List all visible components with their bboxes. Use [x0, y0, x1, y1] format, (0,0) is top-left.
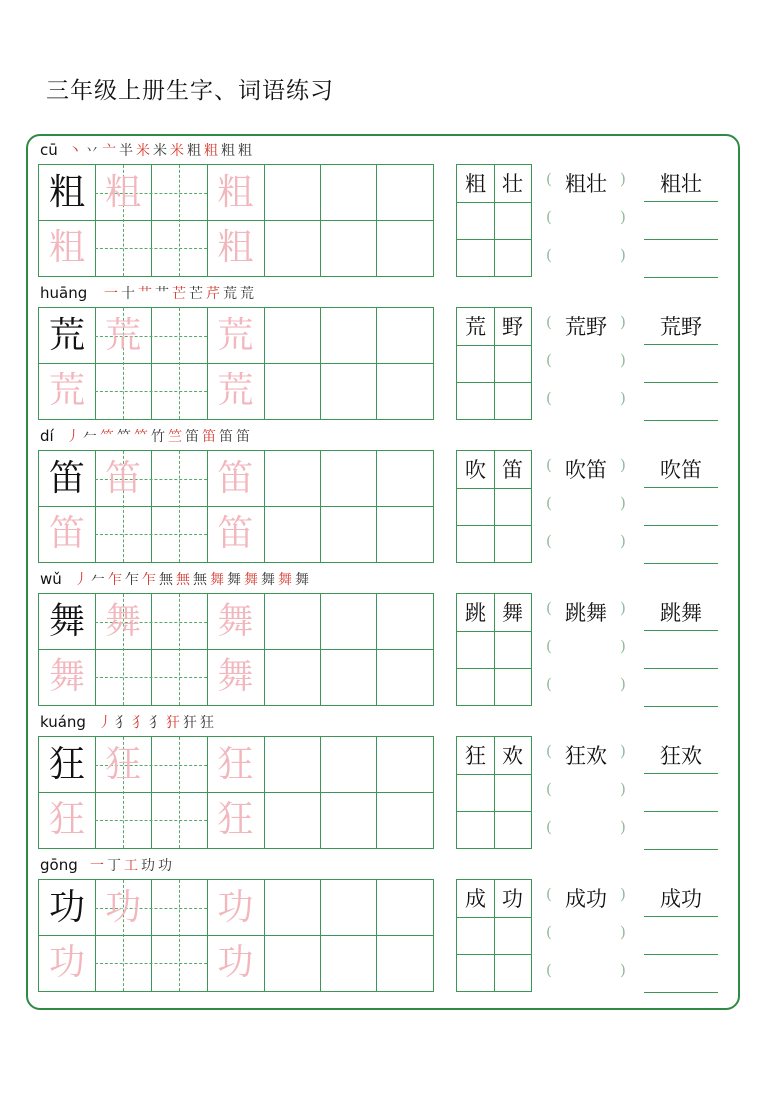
parenthesis-mark: ( [546, 494, 552, 512]
writing-line[interactable] [644, 706, 718, 707]
stroke-step: 舞 [227, 572, 244, 588]
word-character: 吹 [465, 458, 486, 482]
trace-character: 功 [217, 887, 254, 928]
parenthesis-word: 吹笛 [565, 458, 607, 482]
guide-line [95, 391, 207, 392]
grid-line [457, 811, 531, 812]
writing-line[interactable] [644, 811, 718, 812]
writing-line[interactable] [644, 382, 718, 383]
guide-line [95, 677, 207, 678]
stroke-step: 玏 [141, 858, 158, 874]
grid-line [457, 668, 531, 669]
parenthesis-mark: ( [546, 885, 552, 903]
parenthesis-mark: ) [620, 313, 626, 331]
pinyin-label: kuáng [40, 713, 86, 731]
char-section-1 [0, 138, 780, 280]
parenthesis-mark: ( [546, 313, 552, 331]
guide-line [179, 880, 180, 991]
trace-character: 笛 [48, 513, 85, 554]
stroke-order [90, 855, 175, 877]
underline-word: 跳舞 [660, 601, 702, 625]
stroke-step: 舞 [261, 572, 278, 588]
pinyin-label: wǔ [40, 570, 62, 588]
model-character: 舞 [48, 601, 85, 642]
word-grid [456, 164, 532, 277]
parenthesis-mark: ( [546, 351, 552, 369]
practice-grid [38, 450, 434, 563]
parenthesis-mark: ) [620, 818, 626, 836]
parenthesis-mark: ( [546, 780, 552, 798]
stroke-step: 乍 [108, 572, 125, 588]
word-character: 笛 [502, 458, 523, 482]
writing-line[interactable] [644, 992, 718, 993]
parenthesis-mark: ) [620, 494, 626, 512]
stroke-step: 荒 [240, 286, 257, 302]
parenthesis-mark: ( [546, 742, 552, 760]
underline-word: 荒野 [660, 315, 702, 339]
model-character: 笛 [48, 458, 85, 499]
parenthesis-mark: ( [546, 389, 552, 407]
parenthesis-mark: ) [620, 961, 626, 979]
writing-line[interactable] [644, 201, 718, 202]
trace-character: 荒 [217, 315, 254, 356]
parenthesis-mark: ) [620, 675, 626, 693]
parenthesis-mark: ) [620, 599, 626, 617]
parenthesis-mark: ( [546, 637, 552, 655]
trace-character: 狂 [48, 799, 85, 840]
stroke-step: 犴 [183, 715, 200, 731]
word-grid [456, 450, 532, 563]
stroke-step: 舞 [295, 572, 312, 588]
practice-grid [38, 736, 434, 849]
parenthesis-word: 荒野 [565, 315, 607, 339]
trace-character: 舞 [217, 656, 254, 697]
stroke-step: 芹 [206, 286, 223, 302]
stroke-step: 乍 [125, 572, 142, 588]
stroke-step: 舞 [244, 572, 261, 588]
stroke-order [66, 426, 253, 448]
parenthesis-mark: ) [620, 742, 626, 760]
stroke-step: 芒 [172, 286, 189, 302]
stroke-step: 舞 [210, 572, 227, 588]
stroke-step: 𥫗 [134, 429, 151, 445]
stroke-step: 犴 [166, 715, 183, 731]
pinyin-label: huāng [40, 284, 88, 302]
stroke-order [98, 712, 217, 734]
stroke-step: 芒 [189, 286, 206, 302]
word-character: 功 [502, 887, 523, 911]
parenthesis-mark: ( [546, 818, 552, 836]
parenthesis-word: 狂欢 [565, 744, 607, 768]
stroke-step: 粗 [238, 143, 255, 159]
writing-line[interactable] [644, 344, 718, 345]
practice-grid [38, 164, 434, 277]
stroke-order [104, 283, 257, 305]
underline-word: 吹笛 [660, 458, 702, 482]
stroke-step: 一 [104, 286, 121, 302]
trace-character: 狂 [105, 744, 142, 785]
stroke-step: 丿 [66, 429, 83, 445]
stroke-step: 粗 [187, 143, 204, 159]
stroke-step: 犭 [132, 715, 149, 731]
stroke-step: 丶 [68, 143, 85, 159]
stroke-step: 舞 [278, 572, 295, 588]
guide-line [179, 594, 180, 705]
guide-line [95, 963, 207, 964]
stroke-step: ⺮ [100, 429, 117, 445]
practice-grid [38, 593, 434, 706]
trace-character: 粗 [217, 172, 254, 213]
stroke-step: 一 [90, 858, 107, 874]
writing-line[interactable] [644, 487, 718, 488]
underline-word: 成功 [660, 887, 702, 911]
trace-character: 粗 [48, 227, 85, 268]
practice-grid [38, 879, 434, 992]
grid-line [457, 239, 531, 240]
word-character: 狂 [465, 744, 486, 768]
guide-line [179, 308, 180, 419]
model-character: 功 [48, 887, 85, 928]
practice-grid [38, 307, 434, 420]
word-grid [456, 879, 532, 992]
model-character: 粗 [48, 172, 85, 213]
parenthesis-mark: ) [620, 637, 626, 655]
parenthesis-mark: ) [620, 389, 626, 407]
word-character: 欢 [502, 744, 523, 768]
word-character: 野 [502, 315, 523, 339]
grid-line [457, 382, 531, 383]
parenthesis-mark: ) [620, 351, 626, 369]
stroke-step: 米 [153, 143, 170, 159]
stroke-step: 丿 [98, 715, 115, 731]
parenthesis-mark: ) [620, 780, 626, 798]
parenthesis-mark: ( [546, 532, 552, 550]
pinyin-label: dí [40, 427, 54, 445]
char-section-3 [0, 424, 780, 566]
trace-character: 粗 [105, 172, 142, 213]
stroke-step: 笛 [185, 429, 202, 445]
word-grid [456, 593, 532, 706]
parenthesis-mark: ( [546, 599, 552, 617]
word-character: 成 [465, 887, 486, 911]
writing-line[interactable] [644, 239, 718, 240]
writing-line[interactable] [644, 420, 718, 421]
trace-character: 功 [217, 942, 254, 983]
stroke-step: 狂 [200, 715, 217, 731]
writing-line[interactable] [644, 525, 718, 526]
stroke-step: 𥫗 [117, 429, 134, 445]
stroke-step: 丿 [74, 572, 91, 588]
stroke-step: 艹 [138, 286, 155, 302]
parenthesis-mark: ( [546, 456, 552, 474]
parenthesis-mark: ) [620, 170, 626, 188]
trace-character: 舞 [48, 656, 85, 697]
model-character: 狂 [48, 744, 85, 785]
guide-line [179, 737, 180, 848]
parenthesis-word: 跳舞 [565, 601, 607, 625]
pinyin-label: gōng [40, 856, 78, 874]
parenthesis-mark: ) [620, 208, 626, 226]
stroke-step: 艹 [155, 286, 172, 302]
writing-line[interactable] [644, 630, 718, 631]
writing-line[interactable] [644, 773, 718, 774]
trace-character: 笛 [105, 458, 142, 499]
stroke-step: 粗 [204, 143, 221, 159]
stroke-step: 丁 [107, 858, 124, 874]
trace-character: 荒 [105, 315, 142, 356]
parenthesis-mark: ) [620, 456, 626, 474]
stroke-step: 竹 [151, 429, 168, 445]
word-grid [456, 736, 532, 849]
trace-character: 舞 [217, 601, 254, 642]
word-grid [456, 307, 532, 420]
trace-character: 笛 [217, 513, 254, 554]
parenthesis-mark: ( [546, 923, 552, 941]
guide-line [179, 165, 180, 276]
stroke-step: 𠂉 [83, 429, 100, 445]
stroke-step: 笛 [236, 429, 253, 445]
char-section-2 [0, 281, 780, 423]
trace-character: 功 [105, 887, 142, 928]
writing-line[interactable] [644, 563, 718, 564]
trace-character: 功 [48, 942, 85, 983]
char-section-5 [0, 710, 780, 852]
grid-line [457, 954, 531, 955]
stroke-step: 米 [136, 143, 153, 159]
page-title: 三年级上册生字、词语练习 [46, 78, 334, 104]
word-character: 荒 [465, 315, 486, 339]
parenthesis-mark: ( [546, 675, 552, 693]
stroke-step: 無 [193, 572, 210, 588]
trace-character: 粗 [217, 227, 254, 268]
stroke-step: 無 [176, 572, 193, 588]
word-character: 舞 [502, 601, 523, 625]
trace-character: 笛 [217, 458, 254, 499]
guide-line [179, 451, 180, 562]
word-character: 壮 [502, 172, 523, 196]
guide-line [95, 248, 207, 249]
stroke-step: 十 [121, 286, 138, 302]
stroke-step: 犭 [149, 715, 166, 731]
stroke-order [74, 569, 312, 591]
parenthesis-mark: ) [620, 246, 626, 264]
stroke-step: 功 [158, 858, 175, 874]
stroke-step: 半 [119, 143, 136, 159]
stroke-step: 荒 [223, 286, 240, 302]
stroke-step: 無 [159, 572, 176, 588]
word-character: 粗 [465, 172, 486, 196]
trace-character: 荒 [48, 370, 85, 411]
parenthesis-mark: ( [546, 170, 552, 188]
grid-line [457, 525, 531, 526]
stroke-step: 笛 [219, 429, 236, 445]
parenthesis-mark: ( [546, 246, 552, 264]
stroke-step: 乍 [142, 572, 159, 588]
model-character: 荒 [48, 315, 85, 356]
stroke-step: 粗 [221, 143, 238, 159]
trace-character: 狂 [217, 744, 254, 785]
parenthesis-mark: ( [546, 961, 552, 979]
stroke-step: 工 [124, 858, 141, 874]
stroke-step: 𠂉 [91, 572, 108, 588]
stroke-step: 犭 [115, 715, 132, 731]
trace-character: 荒 [217, 370, 254, 411]
writing-line[interactable] [644, 277, 718, 278]
underline-word: 粗壮 [660, 172, 702, 196]
guide-line [95, 820, 207, 821]
underline-word: 狂欢 [660, 744, 702, 768]
stroke-step: 竺 [168, 429, 185, 445]
stroke-step: 米 [170, 143, 187, 159]
pinyin-label: cū [40, 141, 58, 159]
parenthesis-word: 粗壮 [565, 172, 607, 196]
char-section-6 [0, 853, 780, 995]
trace-character: 狂 [217, 799, 254, 840]
stroke-step: 笛 [202, 429, 219, 445]
parenthesis-word: 成功 [565, 887, 607, 911]
char-section-4 [0, 567, 780, 709]
guide-line [95, 534, 207, 535]
stroke-order [68, 140, 255, 162]
writing-line[interactable] [644, 916, 718, 917]
parenthesis-mark: ) [620, 923, 626, 941]
stroke-step: 亠 [102, 143, 119, 159]
parenthesis-mark: ) [620, 885, 626, 903]
writing-line[interactable] [644, 668, 718, 669]
word-character: 跳 [465, 601, 486, 625]
writing-line[interactable] [644, 954, 718, 955]
writing-line[interactable] [644, 849, 718, 850]
parenthesis-mark: ) [620, 532, 626, 550]
trace-character: 舞 [105, 601, 142, 642]
stroke-step: 丷 [85, 143, 102, 159]
parenthesis-mark: ( [546, 208, 552, 226]
